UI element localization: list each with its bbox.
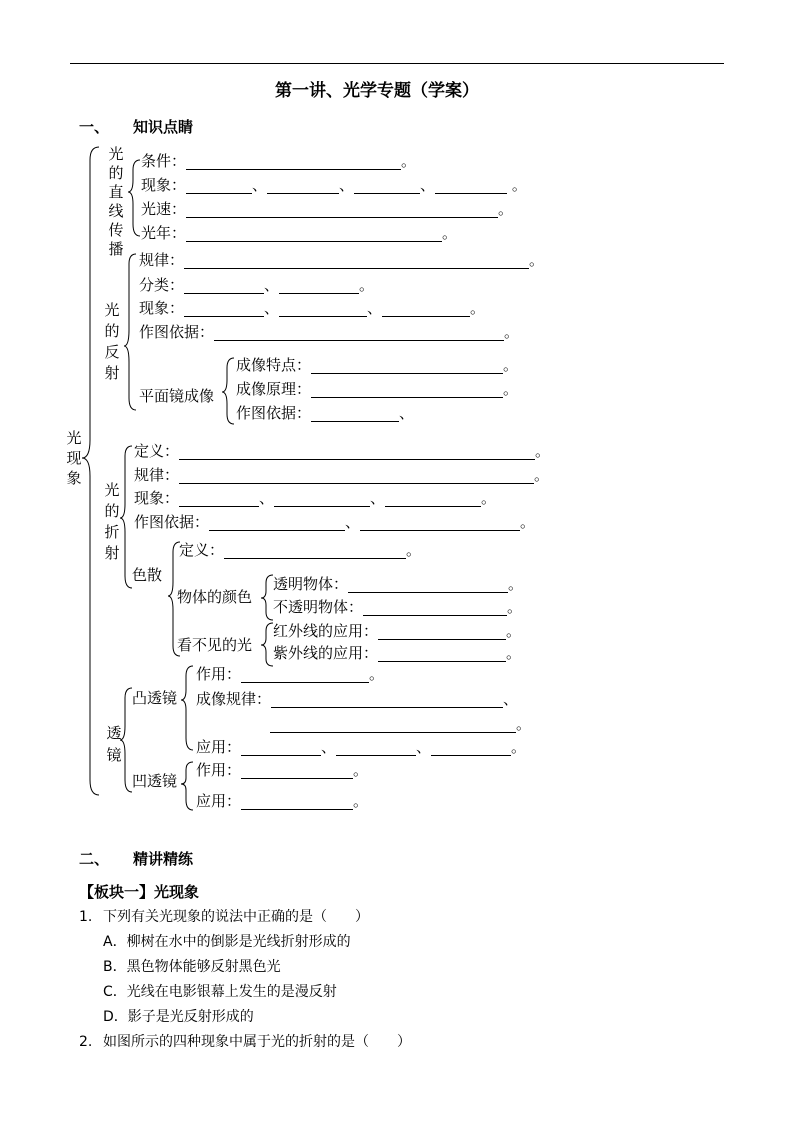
question-1-option-b: B．黑色物体能够反射黑色光 <box>103 959 281 975</box>
concave-lens-label: 凹透镜 <box>132 772 178 790</box>
mirror-item-3: 作图依据： 、 <box>236 404 415 422</box>
question-1-option-c: C．光线在电影银幕上发生的是漫反射 <box>103 984 337 1000</box>
blank[interactable] <box>311 360 503 374</box>
mirror-item-1: 成像特点： 。 <box>236 356 519 374</box>
reflection-item-1: 规律： 。 <box>139 251 545 269</box>
invisible-item-1: 红外线的应用： 。 <box>273 622 522 640</box>
blank[interactable] <box>241 669 369 683</box>
blank[interactable] <box>179 493 259 507</box>
blank[interactable] <box>279 303 367 317</box>
question-2-text: 如图所示的四种现象中属于光的折射的是（ ） <box>103 1034 411 1050</box>
blank[interactable] <box>267 180 339 194</box>
blank[interactable] <box>241 796 353 810</box>
reflection-item-2: 分类： 、 。 <box>139 276 375 294</box>
question-1-text: 下列有关光现象的说法中正确的是（ ） <box>103 909 369 925</box>
blank[interactable] <box>184 280 264 294</box>
invisible-item-2: 紫外线的应用： 。 <box>273 644 522 662</box>
convex-item-1: 作用： 。 <box>196 665 385 683</box>
blank[interactable] <box>179 470 534 484</box>
mirror-item-2: 成像原理： 。 <box>236 380 519 398</box>
blank[interactable] <box>435 180 507 194</box>
blank[interactable] <box>184 303 264 317</box>
blank[interactable] <box>363 602 507 616</box>
section2-title: 精讲精练 <box>133 850 194 868</box>
blank[interactable] <box>270 719 516 733</box>
refraction-label: 光的折射 <box>104 481 120 562</box>
straight-item-4: 光年： 。 <box>141 224 458 242</box>
question-2-number: 2. <box>79 1034 93 1050</box>
blank[interactable] <box>311 408 399 422</box>
lens-label: 透镜 <box>106 724 122 764</box>
blank[interactable] <box>214 327 504 341</box>
section1-title: 知识点睛 <box>133 118 194 136</box>
blank[interactable] <box>279 280 359 294</box>
convex-lens-label: 凸透镜 <box>132 689 178 707</box>
blank[interactable] <box>274 493 370 507</box>
blank[interactable] <box>360 517 520 531</box>
blank[interactable] <box>241 765 353 779</box>
blank[interactable] <box>224 545 406 559</box>
straight-item-3: 光速： 。 <box>141 200 514 218</box>
dispersion-definition: 定义： 。 <box>179 541 422 559</box>
refraction-item-1: 定义： 。 <box>134 442 551 460</box>
concave-item-1: 作用： 。 <box>196 761 369 779</box>
blank[interactable] <box>378 648 506 662</box>
blank[interactable] <box>184 255 529 269</box>
blank[interactable] <box>186 204 498 218</box>
concave-item-2: 应用： 。 <box>196 792 369 810</box>
blank[interactable] <box>336 742 416 756</box>
root-label: 光现象 <box>66 429 82 487</box>
straight-item-2: 现象： 、 、 、 。 <box>141 176 527 194</box>
blank[interactable] <box>179 446 535 460</box>
dispersion-label: 色散 <box>132 566 163 584</box>
blank[interactable] <box>271 694 503 708</box>
question-1-number: 1. <box>79 909 93 925</box>
blank[interactable] <box>382 303 470 317</box>
section1-number: 一、 <box>79 118 110 136</box>
object-color-item-1: 透明物体： 。 <box>273 575 524 593</box>
reflection-item-4: 作图依据： 。 <box>139 323 520 341</box>
blank[interactable] <box>311 384 503 398</box>
page-title: 第一讲、光学专题（学案） <box>275 81 479 101</box>
blank[interactable] <box>186 156 401 170</box>
question-1-option-d: D．影子是光反射形成的 <box>103 1009 254 1025</box>
convex-item-2-cont: 。 <box>270 716 531 733</box>
refraction-item-2: 规律： 。 <box>134 466 550 484</box>
blank[interactable] <box>354 180 420 194</box>
section2-number: 二、 <box>79 850 110 868</box>
blank[interactable] <box>348 579 508 593</box>
object-color-label: 物体的颜色 <box>177 588 253 606</box>
convex-item-2: 成像规律： 、 <box>196 690 519 708</box>
blank[interactable] <box>209 517 345 531</box>
straight-item-1: 条件： 。 <box>141 152 417 170</box>
reflection-label: 光的反射 <box>104 301 120 382</box>
refraction-item-3: 现象： 、 、 。 <box>134 489 497 507</box>
blank[interactable] <box>241 742 321 756</box>
reflection-item-3: 现象： 、 、 。 <box>139 299 486 317</box>
blank[interactable] <box>378 626 506 640</box>
convex-item-3: 应用： 、 、 。 <box>196 738 527 756</box>
refraction-item-4: 作图依据： 、 。 <box>134 513 536 531</box>
mirror-label: 平面镜成像 <box>139 387 215 405</box>
blank[interactable] <box>186 228 442 242</box>
invisible-light-label: 看不见的光 <box>177 636 253 654</box>
blank[interactable] <box>431 742 511 756</box>
block1-heading: 【板块一】光现象 <box>79 883 200 901</box>
blank[interactable] <box>186 180 252 194</box>
question-1-option-a: A．柳树在水中的倒影是光线折射形成的 <box>103 934 351 950</box>
straight-label: 光的直线传播 <box>108 145 124 258</box>
object-color-item-2: 不透明物体： 。 <box>273 598 523 616</box>
blank[interactable] <box>385 493 481 507</box>
section2-heading <box>79 851 193 868</box>
